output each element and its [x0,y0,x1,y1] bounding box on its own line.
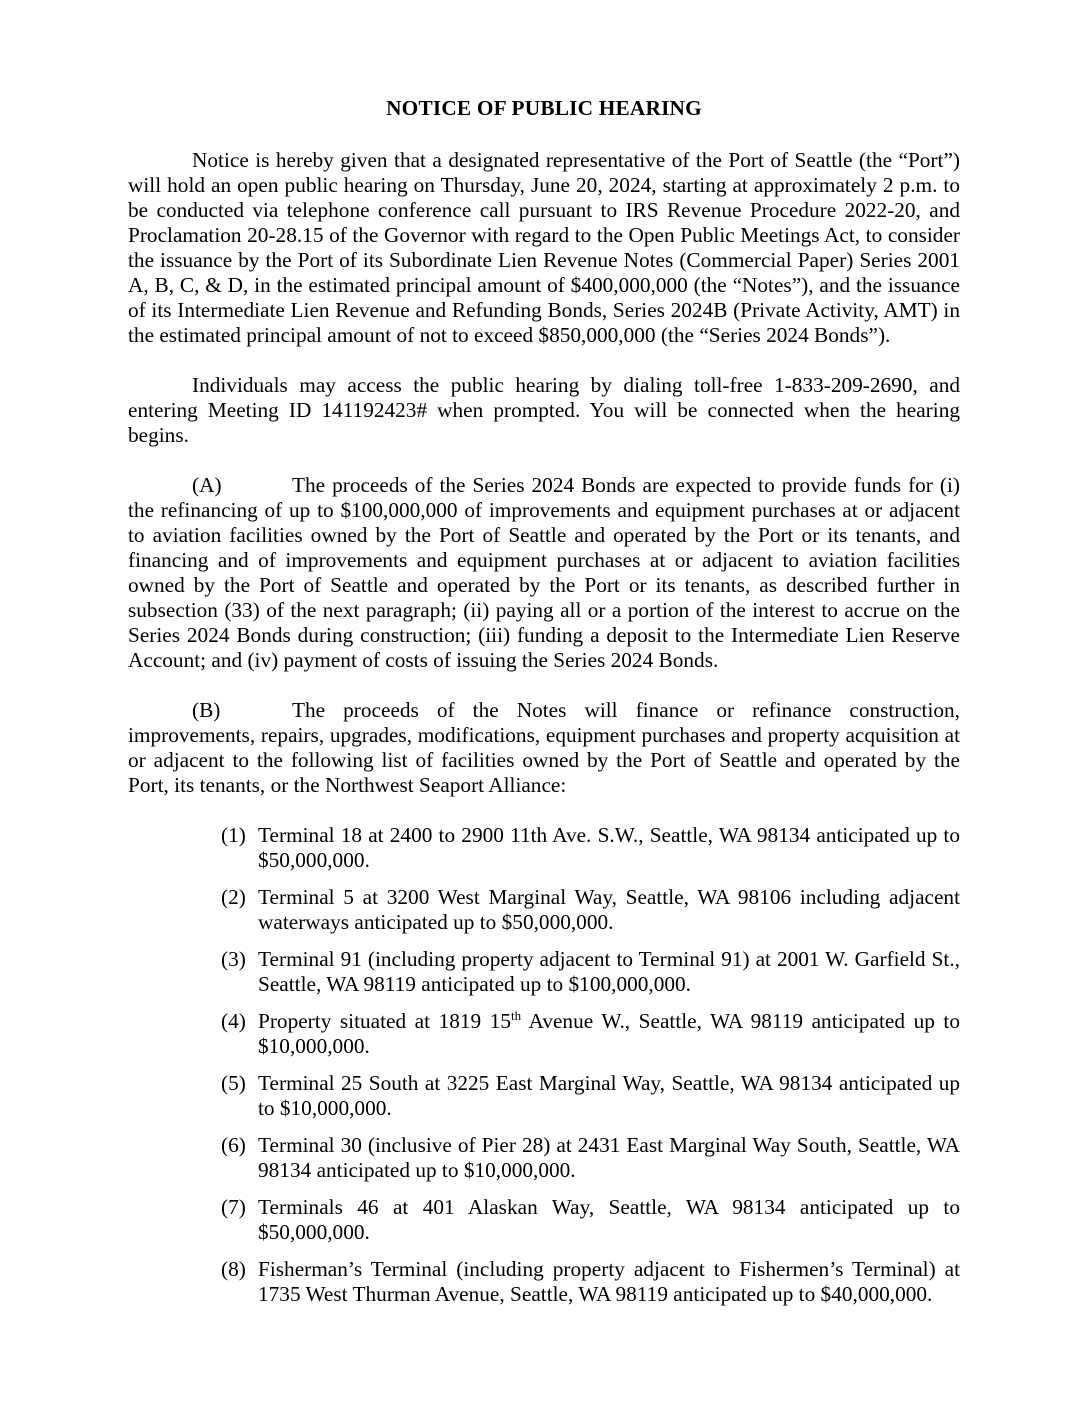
list-item-text: Terminal 5 at 3200 West Marginal Way, Seattle, WA 98106 including adjacent waterways anticipated up to $50,000,000. [258,885,960,934]
list-item-fishermans-terminal [221,1257,960,1307]
paragraph-notice-text: Notice is hereby given that a designated representative of the Port of Seattle (the “Port”) will hold an open public hearing on Thursday, June 20, 2024, starting at approximately 2 p.m. to be conducted via telephone conference call pursuant to IRS Revenue Procedure 2022-20, and Proclamation 20-28.15 of the Governor with regard to the Open Public Meetings Act, to consider the issuance by the Port of its Subordinate Lien Revenue Notes (Commercial Paper) Series 2001 A, B, C, & D, in the estimated principal amount of $400,000,000 (the “Notes”), and the issuance of its Intermediate Lien Revenue and Refunding Bonds, Series 2024B (Private Activity, AMT) in the estimated principal amount of not to exceed $850,000,000 (the “Series 2024 Bonds”). [128,148,960,347]
paragraph-notice [128,148,960,348]
list-item-text: Terminal 91 (including property adjacent to Terminal 91) at 2001 W. Garfield St., Seattle, WA 98119 anticipated up to $100,000,000. [258,947,960,996]
list-item-terminal-25-south [221,1071,960,1121]
list-item-terminal-91 [221,947,960,997]
list-item-marker: (7) [221,1195,246,1219]
paragraph-a-text: The proceeds of the Series 2024 Bonds are expected to provide funds for (i) the refinancing of up to $100,000,000 of improvements and equipment purchases at or adjacent to aviation facilities owned by the Port of Seattle and operated by the Port or its tenants, and financing and of improvements and equipment purchases at or adjacent to aviation facilities owned by the Port of Seattle and operated by the Port or its tenants, as described further in subsection (33) of the next paragraph; (ii) paying all or a portion of the interest to accrue on the Series 2024 Bonds during construction; (iii) funding a deposit to the Intermediate Lien Reserve Account; and (iv) payment of costs of issuing the Series 2024 Bonds. [128,473,960,672]
list-item-marker: (4) [221,1009,246,1033]
list-item-marker: (5) [221,1071,246,1095]
list-item-text: Terminals 46 at 401 Alaskan Way, Seattle, WA 98134 anticipated up to $50,000,000. [258,1195,960,1244]
document-title: NOTICE OF PUBLIC HEARING [386,96,702,120]
list-item-terminal-18 [221,823,960,873]
list-item-marker: (2) [221,885,246,909]
list-item-text [258,1009,960,1059]
list-item-text: Terminal 18 at 2400 to 2900 11th Ave. S.W., Seattle, WA 98134 anticipated up to $50,000,000. [258,823,960,872]
list-item-text: Terminal 25 South at 3225 East Marginal Way, Seattle, WA 98134 anticipated up to $10,000,000. [258,1071,960,1120]
list-item-marker: (8) [221,1257,246,1281]
list-item-marker: (6) [221,1133,246,1157]
list-item-text: Terminal 30 (inclusive of Pier 28) at 2431 East Marginal Way South, Seattle, WA 98134 anticipated up to $10,000,000. [258,1133,960,1182]
list-item-terminal-5 [221,885,960,935]
paragraph-dial-in [128,373,960,448]
list-item-property-1819 [221,1009,960,1059]
paragraph-b [128,698,960,798]
ordinal-superscript: th [511,1007,522,1023]
facility-list [221,823,960,1307]
list-item-text-pre: Property situated at 1819 15 [258,1009,512,1033]
list-item-text: Fisherman’s Terminal (including property adjacent to Fishermen’s Terminal) at 1735 West Thurman Avenue, Seattle, WA 98119 anticipated up to $40,000,000. [258,1257,960,1306]
paragraph-b-label: (B) [192,698,221,722]
paragraph-b-text: The proceeds of the Notes will finance or refinance construction, improvements, repairs, upgrades, modifications, equipment purchases and property acquisition at or adjacent to the following list of facilities owned by the Port of Seattle and operated by the Port, its tenants, or the Northwest Seaport Alliance: [128,698,960,797]
list-item-marker: (3) [221,947,246,971]
paragraph-a [128,473,960,673]
paragraph-a-label: (A) [192,473,222,497]
list-item-marker: (1) [221,823,246,847]
paragraph-dial-in-text: Individuals may access the public hearing by dialing toll-free 1-833-209-2690, and entering Meeting ID 141192423# when prompted. You will be connected when the hearing begins. [128,373,960,447]
list-item-terminals-46 [221,1195,960,1245]
list-item-text-post: Avenue W., Seattle, WA 98119 anticipated up to $10,000,000. [258,1009,960,1058]
list-item-terminal-30 [221,1133,960,1183]
